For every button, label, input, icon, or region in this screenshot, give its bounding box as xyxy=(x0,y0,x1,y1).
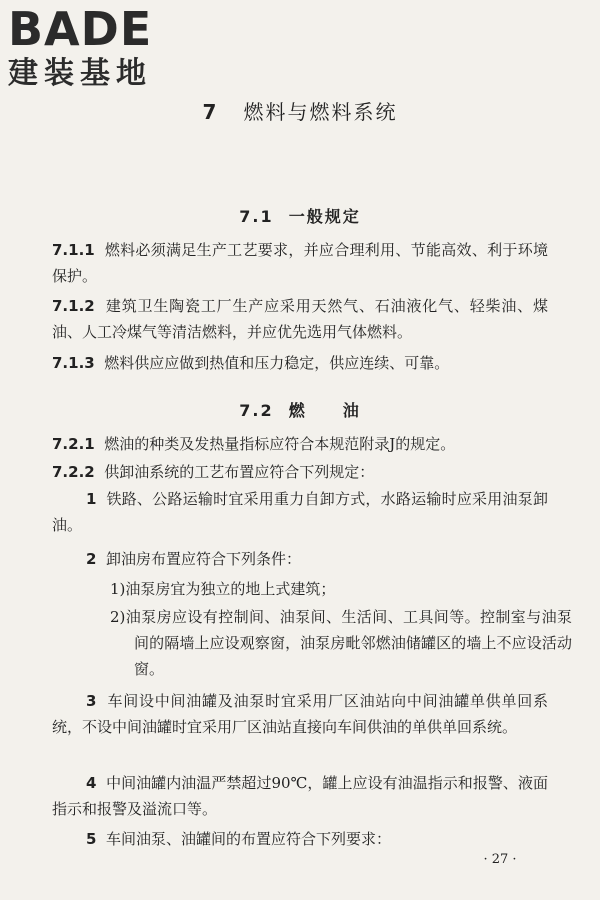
subitem-2 xyxy=(110,604,572,682)
subitem-text: 油泵房宜为独立的地上式建筑； xyxy=(125,580,336,598)
clause-7-2-2 xyxy=(52,459,548,485)
item-text: 车间油泵、油罐间的布置应符合下列要求： xyxy=(105,830,391,848)
clause-id: 7.2.2 xyxy=(52,463,95,481)
bade-logo xyxy=(8,4,178,92)
page-number: · 27 · xyxy=(483,852,517,867)
section-title-7-2 xyxy=(0,398,600,421)
clause-7-1-2 xyxy=(52,293,548,345)
clause-text: 供卸油系统的工艺布置应符合下列规定： xyxy=(104,463,375,481)
item-2 xyxy=(52,546,548,572)
item-1 xyxy=(52,486,548,538)
item-number: 1 xyxy=(86,490,97,508)
clause-7-2-1 xyxy=(52,431,548,457)
clause-id: 7.2.1 xyxy=(52,435,95,453)
clause-id: 7.1.2 xyxy=(52,297,95,315)
subitem-number: 1) xyxy=(110,580,126,598)
section-number: 7.1 xyxy=(239,207,274,226)
clause-text: 燃料供应应做到热值和压力稳定，供应连续、可靠。 xyxy=(104,354,450,372)
item-number: 3 xyxy=(86,692,97,710)
item-text: 铁路、公路运输时宜采用重力自卸方式，水路运输时应采用油泵卸油。 xyxy=(52,490,548,534)
logo-subtitle: 建装基地 xyxy=(8,56,152,91)
clause-7-1-1 xyxy=(52,237,548,289)
section-number: 7.2 xyxy=(239,401,274,420)
subitem-number: 2) xyxy=(110,608,126,626)
item-text: 车间设中间油罐及油泵时宜采用厂区油站向中间油罐单供单回系统，不设中间油罐时宜采用厂区油站直接向车间供油的单供单回系统。 xyxy=(52,692,548,736)
logo-brand: BADE xyxy=(8,2,153,56)
item-text: 卸油房布置应符合下列条件： xyxy=(105,550,301,568)
clause-id: 7.1.3 xyxy=(52,354,95,372)
item-text: 中间油罐内油温严禁超过90℃，罐上应设有油温指示和报警、液面指示和报警及溢流口等。 xyxy=(52,774,548,818)
clause-7-1-3 xyxy=(52,350,548,376)
section-title-text: 燃 油 xyxy=(288,401,361,420)
section-title-7-1 xyxy=(0,204,600,227)
item-number: 5 xyxy=(86,830,97,848)
section-title-text: 一般规定 xyxy=(288,207,361,226)
item-number: 2 xyxy=(86,550,97,568)
chapter-title xyxy=(0,96,600,125)
subitem-text: 油泵房应设有控制间、油泵间、生活间、工具间等。控制室与油泵间的隔墙上应设观察窗，油泵房毗邻燃油储罐区的墙上不应设活动窗。 xyxy=(125,608,572,678)
item-3 xyxy=(52,688,548,740)
item-4 xyxy=(52,770,548,822)
clause-text: 燃油的种类及发热量指标应符合本规范附录J的规定。 xyxy=(104,435,456,453)
clause-text: 燃料必须满足生产工艺要求，并应合理利用、节能高效、利于环境保护。 xyxy=(52,241,548,285)
chapter-title-text: 燃料与燃料系统 xyxy=(243,100,398,124)
clause-text: 建筑卫生陶瓷工厂生产应采用天然气、石油液化气、轻柴油、煤油、人工冷煤气等清洁燃料，并应优先选用气体燃料。 xyxy=(52,297,548,341)
subitem-1 xyxy=(110,576,548,602)
clause-id: 7.1.1 xyxy=(52,241,95,259)
item-number: 4 xyxy=(86,774,97,792)
item-5 xyxy=(52,826,548,852)
chapter-number: 7 xyxy=(202,100,219,124)
